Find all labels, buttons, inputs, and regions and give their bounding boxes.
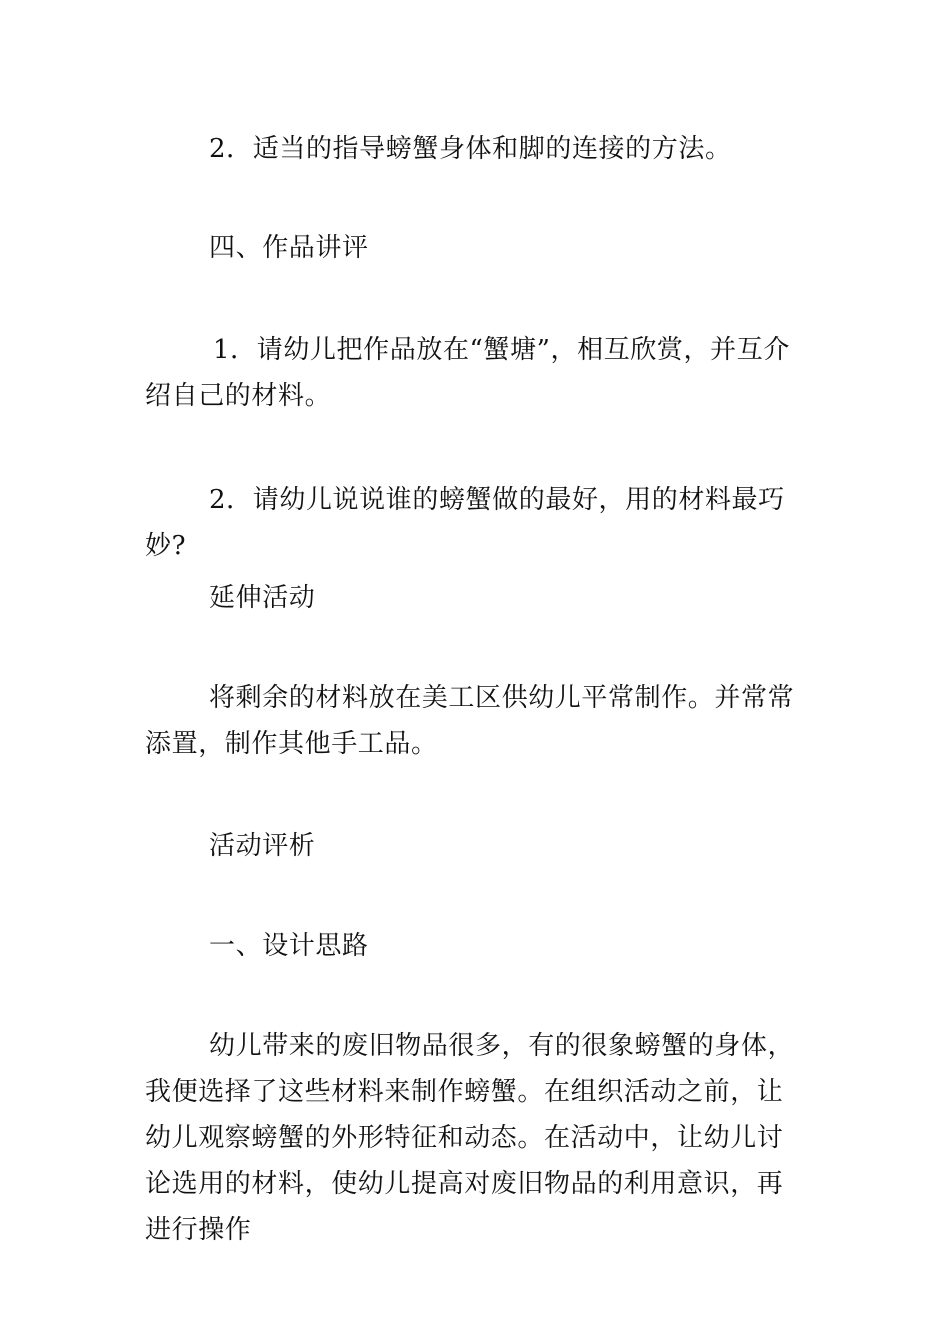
section-heading-activity-analysis: 活动评析 <box>209 831 316 861</box>
section-heading-work-review: 四、作品讲评 <box>209 233 369 263</box>
section-heading-design-idea: 一、设计思路 <box>209 931 369 961</box>
extension-activity-paragraph: 将剩余的材料放在美工区供幼儿平常制作。并常常添置，制作其他手工品。 <box>145 683 795 759</box>
design-idea-paragraph: 幼儿带来的废旧物品很多，有的很象螃蟹的身体，我便选择了这些材料来制作螃蟹。在组织活动之前，让幼儿观察螃蟹的外形特征和动态。在活动中，让幼儿讨论选用的材料，使幼儿提高对废旧物品的利用意识，再进行操作 <box>145 1031 795 1245</box>
section-heading-extension-activity: 延伸活动 <box>209 583 316 613</box>
step-2-review-paragraph: 2．请幼儿说说谁的螃蟹做的最好，用的材料最巧妙? <box>145 485 785 561</box>
step-2-guidance-paragraph: 2．适当的指导螃蟹身体和脚的连接的方法。 <box>209 134 732 164</box>
step-1-review-paragraph: 1．请幼儿把作品放在“蟹塘”，相互欣赏，并互介绍自己的材料。 <box>145 335 790 411</box>
